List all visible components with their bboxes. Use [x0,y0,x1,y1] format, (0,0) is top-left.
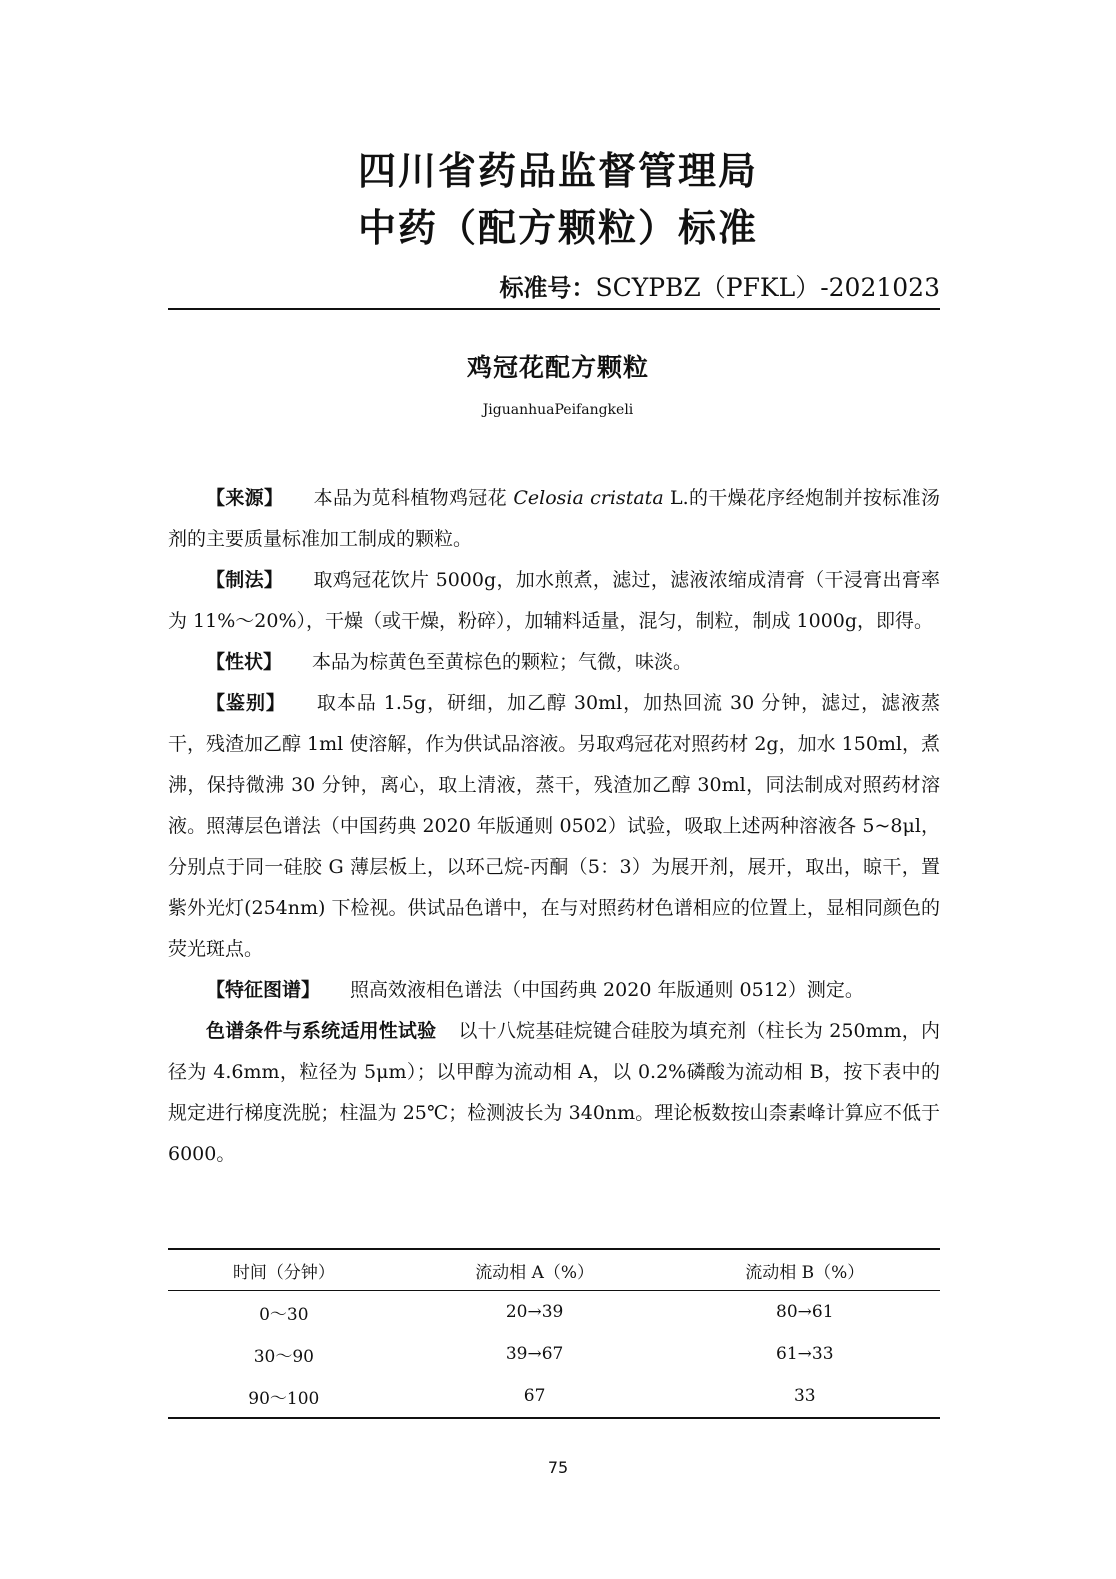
standard-number-value: SCYPBZ（PFKL）-2021023 [595,273,940,302]
cell-phase-a: 39→67 [505,1344,564,1364]
section-fingerprint [168,970,940,1011]
section-description [168,642,940,683]
gradient-table-header [168,1249,940,1291]
table-row [168,1375,940,1418]
section-description-label: 【性状】 [206,651,283,673]
section-source-label: 【来源】 [206,487,284,509]
section-preparation-label: 【制法】 [206,569,284,591]
standard-number-label: 标准号： [499,274,596,302]
section-identification [168,683,940,970]
section-source-latin: Celosia cristata [513,487,664,509]
standard-number [499,268,940,304]
section-source-text-a: 本品为苋科植物鸡冠花 [313,487,514,509]
document-title-line1: 四川省药品监督管理局 [357,149,758,193]
header-time: 时间（分钟） [168,1249,400,1291]
cell-phase-b: 33 [793,1386,816,1406]
section-source [168,478,940,560]
section-fingerprint-label: 【特征图谱】 [206,979,321,1001]
header-phase-b: 流动相 B（%） [670,1249,940,1291]
page-number: 75 [547,1458,569,1477]
product-pinyin: JiguanhuaPeifangkeli [482,402,634,418]
header-divider [168,308,940,310]
section-identification-label: 【鉴别】 [206,692,286,714]
cell-phase-a: 20→39 [505,1302,564,1322]
cell-time: 90～100 [248,1388,320,1409]
document-title-line2: 中药（配方颗粒）标准 [357,206,758,250]
table-row [168,1291,940,1334]
gradient-table [168,1248,940,1419]
table-row [168,1333,940,1375]
product-name: 鸡冠花配方颗粒 [466,353,649,382]
section-chromatography [168,1011,940,1175]
cell-phase-b: 61→33 [776,1344,834,1364]
section-fingerprint-text: 照高效液相色谱法（中国药典 2020 年版通则 0512）测定。 [350,979,864,1001]
section-preparation-text: 取鸡冠花饮片 5000g，加水煎煮，滤过，滤液浓缩成清膏（干浸膏出膏率为 11%～20%），干燥（或干燥，粉碎），加辅料适量，混匀，制粒，制成 1000g，即得。 [168,569,940,632]
section-chromatography-label: 色谱条件与系统适用性试验 [206,1020,437,1042]
cell-time: 0～30 [259,1304,309,1325]
monograph-body [168,478,940,1175]
cell-phase-a: 67 [523,1386,546,1406]
header-phase-a: 流动相 A（%） [400,1249,670,1291]
section-source-text-b: L.的干燥花序经炮制并按标准汤剂的主要质量标准加工制成的颗粒。 [168,487,940,550]
cell-time: 30～90 [253,1346,314,1367]
cell-phase-b: 80→61 [776,1302,834,1322]
section-preparation [168,560,940,642]
section-identification-text: 取本品 1.5g，研细，加乙醇 30ml，加热回流 30 分钟，滤过，滤液蒸干，残渣加乙醇 1ml 使溶解，作为供试品溶液。另取鸡冠花对照药材 2g，加水 150ml，煮沸，保持微沸 30 分钟，离心，取上清液，蒸干，残渣加乙醇 30ml，同法制成对照药材溶液。照薄层色谱法（中国药典 2020 年版通则 0502）试验，吸取上述两种溶液各 5~8μl，分别点于同一硅胶 G 薄层板上，以环己烷-丙酮（5：3）为展开剂，展开，取出，晾干，置紫外光灯(254nm) 下检视。供试品色谱中，在与对照药材色谱相应的位置上，显相同颜色的荧光斑点。 [168,692,940,960]
section-chromatography-text: 以十八烷基硅烷键合硅胶为填充剂（柱长为 250mm，内径为 4.6mm，粒径为 5μm）；以甲醇为流动相 A，以 0.2%磷酸为流动相 B，按下表中的规定进行梯度洗脱；柱温为 25℃；检测波长为 340nm。理论板数按山柰素峰计算应不低于 6000。 [168,1020,940,1165]
section-description-text: 本品为棕黄色至黄棕色的颗粒；气微，味淡。 [312,651,693,673]
